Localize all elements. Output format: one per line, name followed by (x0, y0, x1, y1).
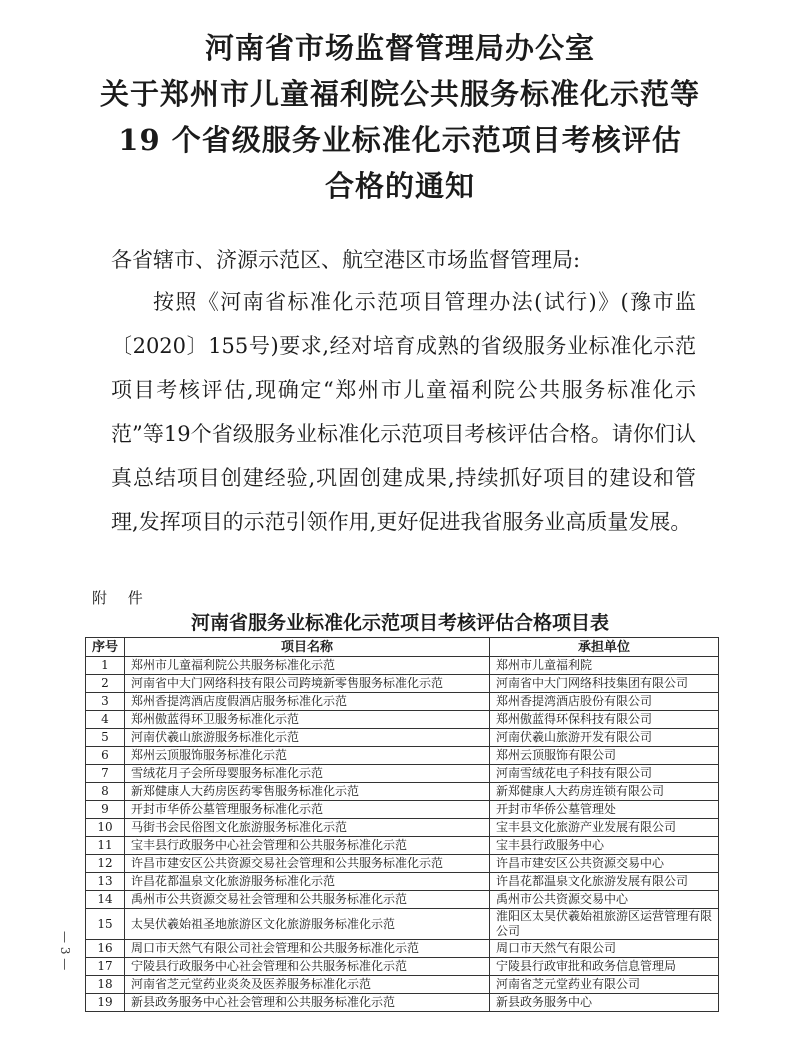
header-unit: 承担单位 (490, 638, 719, 657)
table-row (86, 837, 719, 855)
row-number: 5 (86, 729, 125, 747)
row-number: 17 (86, 958, 125, 976)
table-row (86, 891, 719, 909)
project-name-cell: 郑州香提湾酒店度假酒店服务标准化示范 (125, 693, 490, 711)
row-number: 7 (86, 765, 125, 783)
table-row (86, 940, 719, 958)
unit-cell: 淮阳区太昊伏羲始祖旅游区运营管理有限公司 (490, 909, 719, 940)
unit-cell: 郑州傲蓝得环保科技有限公司 (490, 711, 719, 729)
row-number: 12 (86, 855, 125, 873)
body-paragraph: 按照《河南省标准化示范项目管理办法(试行)》(豫市监〔2020〕155号)要求,经对培育成熟的省级服务业标准化示范项目考核评估,现确定“郑州市儿童福利院公共服务标准化示范”等19个省级服务业标准化示范项目考核评估合格。请你们认真总结项目创建经验,巩固创建成果,持续抓好项目的建设和管理,发挥项目的示范引领作用,更好促进我省服务业高质量发展。 (111, 290, 696, 534)
table-header-row (86, 638, 719, 657)
table-row (86, 747, 719, 765)
row-number: 13 (86, 873, 125, 891)
project-name-cell: 许昌市建安区公共资源交易社会管理和公共服务标准化示范 (125, 855, 490, 873)
attachment-label: 附 件 (92, 589, 151, 607)
unit-cell: 河南雪绒花电子科技有限公司 (490, 765, 719, 783)
project-name-cell: 雪绒花月子会所母婴服务标准化示范 (125, 765, 490, 783)
unit-cell: 河南伏羲山旅游开发有限公司 (490, 729, 719, 747)
project-name-cell: 郑州傲蓝得环卫服务标准化示范 (125, 711, 490, 729)
unit-cell: 开封市华侨公墓管理处 (490, 801, 719, 819)
project-table (85, 637, 719, 1012)
unit-cell: 许昌花都温泉文化旅游发展有限公司 (490, 873, 719, 891)
unit-cell: 宝丰县行政服务中心 (490, 837, 719, 855)
row-number: 8 (86, 783, 125, 801)
project-name-cell: 河南省中大门网络科技有限公司跨境新零售服务标准化示范 (125, 675, 490, 693)
page-number: — 3 — (58, 931, 72, 971)
row-number: 15 (86, 909, 125, 940)
unit-cell: 郑州香提湾酒店股份有限公司 (490, 693, 719, 711)
row-number: 4 (86, 711, 125, 729)
project-name-cell: 郑州市儿童福利院公共服务标准化示范 (125, 657, 490, 675)
unit-cell: 禹州市公共资源交易中心 (490, 891, 719, 909)
table-row (86, 909, 719, 940)
unit-cell: 河南省芝元堂药业有限公司 (490, 976, 719, 994)
table-row (86, 675, 719, 693)
project-name-cell: 宝丰县行政服务中心社会管理和公共服务标准化示范 (125, 837, 490, 855)
unit-cell: 周口市天然气有限公司 (490, 940, 719, 958)
table-row (86, 958, 719, 976)
title-line-2: 关于郑州市儿童福利院公共服务标准化示范等 (99, 77, 700, 111)
table-row (86, 729, 719, 747)
unit-cell: 河南省中大门网络科技集团有限公司 (490, 675, 719, 693)
table-row (86, 765, 719, 783)
table-row (86, 976, 719, 994)
project-name-cell: 河南省芝元堂药业炎灸及医养服务标准化示范 (125, 976, 490, 994)
project-name-cell: 许昌花都温泉文化旅游服务标准化示范 (125, 873, 490, 891)
row-number: 14 (86, 891, 125, 909)
unit-cell: 宝丰县文化旅游产业发展有限公司 (490, 819, 719, 837)
table-row (86, 819, 719, 837)
title-line-3: 19 个省级服务业标准化示范项目考核评估 (118, 123, 682, 157)
row-number: 6 (86, 747, 125, 765)
project-name-cell: 宁陵县行政服务中心社会管理和公共服务标准化示范 (125, 958, 490, 976)
header-project-name: 项目名称 (125, 638, 490, 657)
title-line-1: 河南省市场监督管理局办公室 (204, 31, 595, 65)
table-title: 河南省服务业标准化示范项目考核评估合格项目表 (190, 612, 609, 634)
unit-cell: 新郑健康人大药房连锁有限公司 (490, 783, 719, 801)
row-number: 19 (86, 994, 125, 1012)
project-name-cell: 新郑健康人大药房医药零售服务标准化示范 (125, 783, 490, 801)
row-number: 9 (86, 801, 125, 819)
unit-cell: 郑州云顶服饰有限公司 (490, 747, 719, 765)
project-name-cell: 周口市天然气有限公司社会管理和公共服务标准化示范 (125, 940, 490, 958)
table-row (86, 994, 719, 1012)
row-number: 2 (86, 675, 125, 693)
row-number: 3 (86, 693, 125, 711)
project-name-cell: 开封市华侨公墓管理服务标准化示范 (125, 801, 490, 819)
row-number: 10 (86, 819, 125, 837)
header-no: 序号 (86, 638, 125, 657)
row-number: 1 (86, 657, 125, 675)
table-row (86, 801, 719, 819)
title-line-4: 合格的通知 (324, 169, 475, 203)
project-name-cell: 太昊伏羲始祖圣地旅游区文化旅游服务标准化示范 (125, 909, 490, 940)
row-number: 16 (86, 940, 125, 958)
salutation: 各省辖市、济源示范区、航空港区市场监督管理局: (111, 248, 581, 272)
table-row (86, 693, 719, 711)
unit-cell: 新县政务服务中心 (490, 994, 719, 1012)
project-name-cell: 郑州云顶服饰服务标准化示范 (125, 747, 490, 765)
table-row (86, 657, 719, 675)
row-number: 11 (86, 837, 125, 855)
unit-cell: 宁陵县行政审批和政务信息管理局 (490, 958, 719, 976)
row-number: 18 (86, 976, 125, 994)
project-name-cell: 马街书会民俗图文化旅游服务标准化示范 (125, 819, 490, 837)
unit-cell: 郑州市儿童福利院 (490, 657, 719, 675)
table-row (86, 711, 719, 729)
project-name-cell: 河南伏羲山旅游服务标准化示范 (125, 729, 490, 747)
table-row (86, 855, 719, 873)
unit-cell: 许昌市建安区公共资源交易中心 (490, 855, 719, 873)
table-row (86, 783, 719, 801)
table-row (86, 873, 719, 891)
project-name-cell: 新县政务服务中心社会管理和公共服务标准化示范 (125, 994, 490, 1012)
project-name-cell: 禹州市公共资源交易社会管理和公共服务标准化示范 (125, 891, 490, 909)
